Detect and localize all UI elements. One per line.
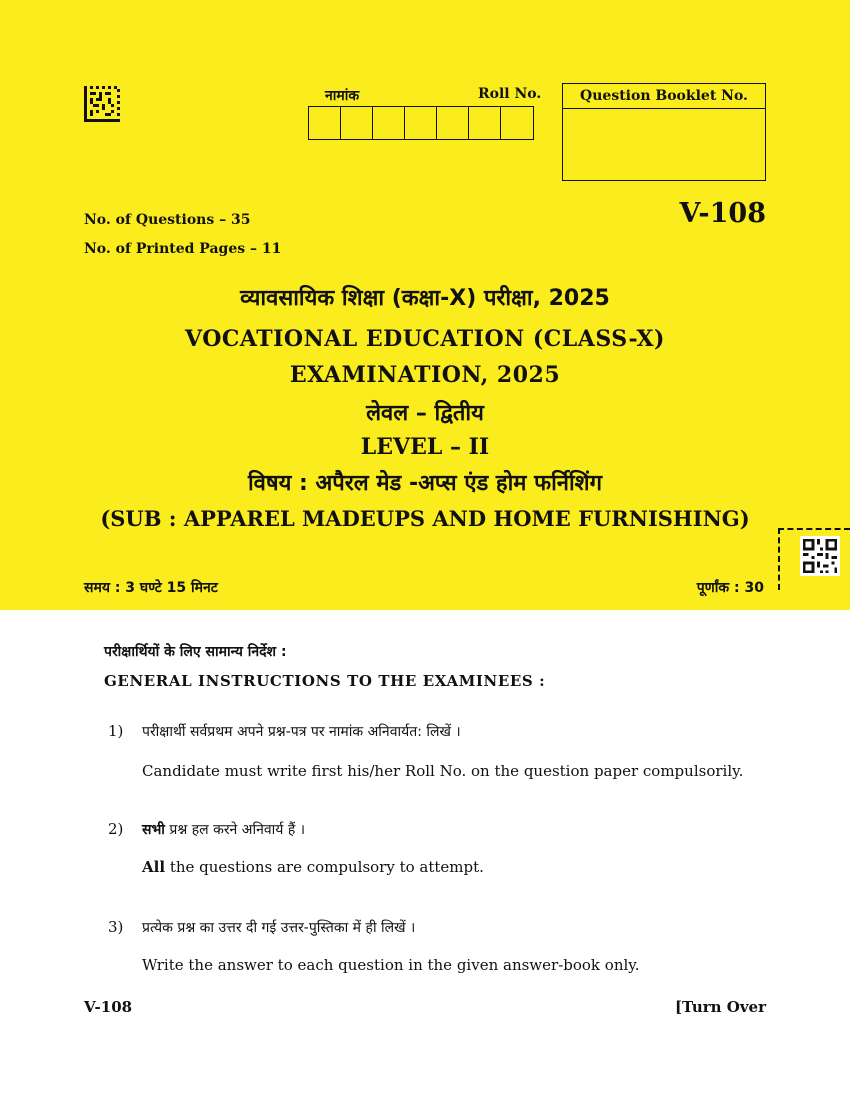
qr-code-frame [778,528,850,590]
roll-label-english: Roll No. [478,86,542,102]
question-booklet-box[interactable] [562,83,766,181]
roll-digit-box[interactable] [437,107,469,139]
number-of-pages: No. of Printed Pages – 11 [84,241,282,257]
qr-code-icon [800,536,840,576]
exam-title-english-2: EXAMINATION, 2025 [289,362,561,388]
exam-title-english-1: VOCATIONAL EDUCATION (CLASS-X) [185,326,665,352]
instruction-english: Write the answer to each question in the given answer-book only. [142,956,640,974]
booklet-label: Question Booklet No. [563,84,765,109]
subject-english: (SUB : APPAREL MADEUPS AND HOME FURNISHING) [100,506,750,531]
footer-paper-code: V-108 [84,998,133,1016]
instruction-english [142,858,484,876]
roll-digit-box[interactable] [405,107,437,139]
roll-digit-box[interactable] [341,107,373,139]
roll-digit-box[interactable] [501,107,533,139]
datamatrix-code-icon [84,86,120,122]
exam-time: समय : 3 घण्टे 15 मिनट [84,580,218,596]
instruction-number: 2) [108,820,124,838]
exam-title-hindi: व्यावसायिक शिक्षा (कक्षा-X) परीक्षा, 2025 [240,286,610,311]
subject-hindi: विषय : अपैरल मेड -अप्स एंड होम फर्निशिंग [247,471,603,496]
roll-number-boxes[interactable] [308,106,534,140]
instruction-english-rest: the questions are compulsory to attempt. [165,858,484,876]
roll-digit-box[interactable] [309,107,341,139]
instruction-hindi: प्रत्येक प्रश्न का उत्तर दी गई उत्तर-पुस्तिका में ही लिखें । [142,920,416,936]
turn-over-label: [Turn Over [674,998,766,1016]
roll-label-hindi: नामांक [325,88,360,104]
number-of-questions: No. of Questions – 35 [84,212,251,228]
instruction-hindi-rest: प्रश्न हल करने अनिवार्य हैं । [164,822,306,838]
roll-digit-box[interactable] [469,107,501,139]
roll-digit-box[interactable] [373,107,405,139]
instruction-hindi: परीक्षार्थी सर्वप्रथम अपने प्रश्न-पत्र पर नामांक अनिवार्यत: लिखें । [142,724,461,740]
level-english: LEVEL – II [360,434,490,460]
instruction-hindi-emphasis: सभी [142,822,165,838]
instruction-english: Candidate must write first his/her Roll No. on the question paper compulsorily. [142,762,744,780]
instruction-hindi [142,820,305,839]
paper-code: V-108 [679,198,766,229]
instructions-heading-hindi: परीक्षार्थियों के लिए सामान्य निर्देश : [104,644,287,660]
maximum-marks: पूर्णांक : 30 [696,580,764,596]
instruction-number: 1) [108,722,124,740]
instruction-number: 3) [108,918,124,936]
instructions-heading-english: GENERAL INSTRUCTIONS TO THE EXAMINEES : [104,672,546,690]
level-hindi: लेवल – द्वितीय [366,401,484,426]
instruction-english-emphasis: All [142,858,166,876]
